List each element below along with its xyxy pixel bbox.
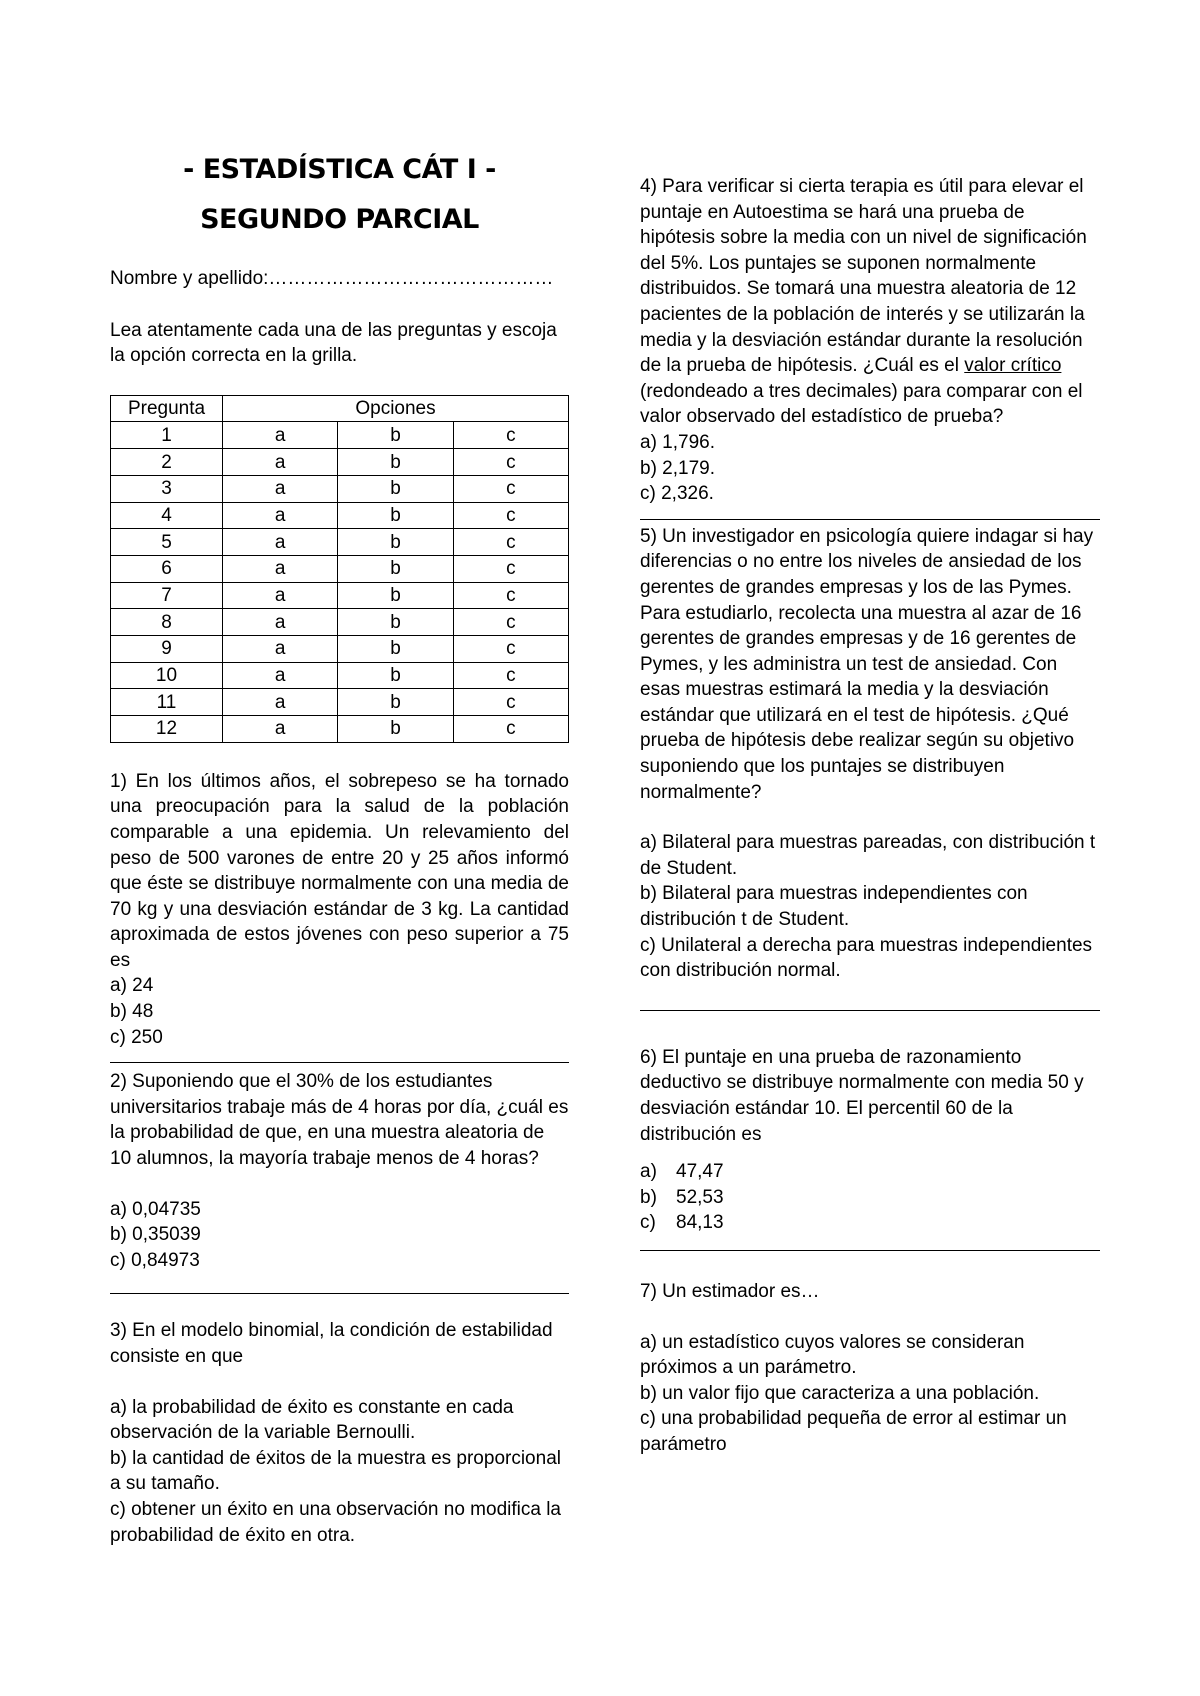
question-7-text: 7) Un estimador es… (640, 1280, 820, 1302)
question-6 (640, 1045, 1100, 1236)
answer-grid-row (111, 529, 569, 556)
grid-option-b[interactable]: b (338, 716, 453, 743)
question-3-text: 3) En el modelo binomial, la condición de estabilidad consiste en que (110, 1320, 553, 1367)
question-1-text: 1) En los últimos años, el sobrepeso se ha tornado una preocupación para la salud de la población comparable a una epidemia. Un relevamiento del peso de 500 varones de entre 20 y 25 años informó que éste se distribuye normalmente con una media de 70 kg y una desviación estándar de 3 kg. La cantidad aproximada de estos jóvenes con peso superior a 75 es (110, 770, 569, 971)
grid-option-c[interactable]: c (453, 716, 568, 743)
answer-grid-row (111, 449, 569, 476)
question-2-option-a: a) 0,04735 (110, 1198, 201, 1220)
question-3-option-c: c) obtener un éxito en una observación no modifica la probabilidad de éxito en otra. (110, 1498, 561, 1546)
grid-option-b[interactable]: b (338, 555, 453, 582)
question-4-underlined: valor crítico (964, 355, 1062, 377)
grid-option-a[interactable]: a (223, 529, 338, 556)
grid-question-number: 6 (111, 555, 223, 582)
option-value: 47,47 (676, 1161, 724, 1183)
grid-option-c[interactable]: c (453, 502, 568, 529)
question-4-option-b: b) 2,179. (640, 457, 715, 479)
question-1-option-c: c) 250 (110, 1026, 163, 1048)
grid-option-c[interactable]: c (453, 635, 568, 662)
grid-option-b[interactable]: b (338, 502, 453, 529)
question-7-option-c: c) una probabilidad pequeña de error al estimar un parámetro (640, 1408, 1067, 1455)
grid-option-c[interactable]: c (453, 582, 568, 609)
grid-option-a[interactable]: a (223, 716, 338, 743)
question-7-option-a: a) un estadístico cuyos valores se consideran próximos a un parámetro. (640, 1331, 1025, 1379)
grid-option-b[interactable]: b (338, 529, 453, 556)
question-2-option-b: b) 0,35039 (110, 1224, 201, 1246)
question-2-option-c: c) 0,84973 (110, 1249, 200, 1271)
grid-option-c[interactable]: c (453, 609, 568, 636)
option-key: a) (640, 1161, 657, 1183)
answer-grid-row (111, 582, 569, 609)
question-5 (640, 524, 1100, 984)
option-key: c) (640, 1212, 656, 1234)
name-field-label: Nombre y apellido:……………………………………… (110, 268, 554, 289)
answer-grid-row (111, 502, 569, 529)
divider (110, 1062, 569, 1063)
grid-question-number: 5 (111, 529, 223, 556)
grid-header-question: Pregunta (111, 395, 223, 422)
answer-grid-row (111, 475, 569, 502)
grid-option-c[interactable]: c (453, 449, 568, 476)
question-5-option-a: a) Bilateral para muestras pareadas, con distribución t de Student. (640, 832, 1096, 879)
answer-grid-row (111, 609, 569, 636)
grid-option-b[interactable]: b (338, 475, 453, 502)
grid-option-c[interactable]: c (453, 555, 568, 582)
question-6-option-b (640, 1185, 1100, 1211)
question-1-option-a: a) 24 (110, 975, 154, 997)
grid-option-a[interactable]: a (223, 502, 338, 529)
grid-option-a[interactable]: a (223, 609, 338, 636)
answer-grid-row (111, 716, 569, 743)
grid-option-a[interactable]: a (223, 475, 338, 502)
question-1-option-b: b) 48 (110, 1001, 154, 1023)
answer-grid-row (111, 689, 569, 716)
grid-question-number: 8 (111, 609, 223, 636)
grid-option-b[interactable]: b (338, 449, 453, 476)
question-6-option-c (640, 1210, 1100, 1236)
question-4-option-a: a) 1,796. (640, 431, 715, 453)
grid-option-a[interactable]: a (223, 582, 338, 609)
grid-option-c[interactable]: c (453, 689, 568, 716)
answer-grid-row (111, 555, 569, 582)
grid-option-b[interactable]: b (338, 689, 453, 716)
grid-option-a[interactable]: a (223, 635, 338, 662)
question-4-text (640, 174, 1100, 430)
grid-option-c[interactable]: c (453, 475, 568, 502)
grid-option-b[interactable]: b (338, 582, 453, 609)
question-4-option-c: c) 2,326. (640, 483, 714, 505)
question-4-text-start: 4) Para verificar si cierta terapia es útil para elevar el puntaje en Autoestima se hará una prueba de hipótesis sobre la media con un nivel de significación del 5%. Los puntajes se suponen normalmente distribuidos. Se tomará una muestra aleatoria de 12 pacientes de la población de interés y se utilizarán la media y la desviación estándar durante la resolución de la prueba de hipótesis. ¿Cuál es el (640, 176, 1087, 377)
right-column (640, 174, 1100, 1458)
divider (640, 1010, 1100, 1011)
question-7-option-b: b) un valor fijo que caracteriza a una población. (640, 1382, 1040, 1404)
grid-option-a[interactable]: a (223, 662, 338, 689)
option-key: b) (640, 1186, 657, 1208)
divider (640, 519, 1100, 520)
grid-question-number: 7 (111, 582, 223, 609)
grid-option-c[interactable]: c (453, 422, 568, 449)
divider (640, 1250, 1100, 1251)
left-column (110, 148, 569, 1548)
answer-grid-row (111, 635, 569, 662)
divider (110, 1293, 569, 1294)
question-3-option-b: b) la cantidad de éxitos de la muestra es proporcional a su tamaño. (110, 1447, 561, 1495)
grid-option-c[interactable]: c (453, 662, 568, 689)
grid-question-number: 9 (111, 635, 223, 662)
question-5-text: 5) Un investigador en psicología quiere indagar si hay diferencias o no entre los niveles de ansiedad de los gerentes de grandes empresas y los de las Pymes. Para estudiarlo, recolecta una muestra al azar de 16 gerentes de grandes empresas y de 16 gerentes de Pymes, y les administra un test de ansiedad. Con esas muestras estimará la media y la desviación estándar que utilizará en el test de hipótesis. ¿Qué prueba de hipótesis debe realizar según su objetivo suponiendo que los puntajes se distribuyen normalmente? (640, 525, 1094, 803)
grid-option-b[interactable]: b (338, 635, 453, 662)
grid-question-number: 1 (111, 422, 223, 449)
answer-grid-row (111, 662, 569, 689)
grid-option-a[interactable]: a (223, 689, 338, 716)
page-subtitle: SEGUNDO PARCIAL (200, 204, 479, 235)
answer-grid (110, 395, 569, 743)
grid-question-number: 12 (111, 716, 223, 743)
page-title: - ESTADÍSTICA CÁT I - (183, 154, 496, 185)
question-2-text: 2) Suponiendo que el 30% de los estudiantes universitarios trabaje más de 4 horas por día, ¿cuál es la probabilidad de que, en una muestra aleatoria de 10 alumnos, la mayoría trabaje menos de 4 horas? (110, 1071, 569, 1170)
answer-grid-row (111, 422, 569, 449)
option-value: 52,53 (676, 1186, 724, 1208)
grid-option-a[interactable]: a (223, 555, 338, 582)
question-4 (640, 174, 1100, 507)
grid-option-b[interactable]: b (338, 662, 453, 689)
question-7 (640, 1279, 1100, 1458)
question-6-option-a (640, 1159, 1100, 1185)
answer-grid-header (111, 395, 569, 422)
grid-option-b[interactable]: b (338, 422, 453, 449)
question-3-option-a: a) la probabilidad de éxito es constante en cada observación de la variable Bernoulli. (110, 1396, 514, 1444)
grid-option-b[interactable]: b (338, 609, 453, 636)
option-value: 84,13 (676, 1212, 724, 1234)
grid-option-a[interactable]: a (223, 449, 338, 476)
question-2 (110, 1069, 569, 1273)
grid-option-c[interactable]: c (453, 529, 568, 556)
question-5-option-b: b) Bilateral para muestras independientes con distribución t de Student. (640, 883, 1028, 931)
question-6-text: 6) El puntaje en una prueba de razonamiento deductivo se distribuye normalmente con media 50 y desviación estándar 10. El percentil 60 de la distribución es (640, 1046, 1084, 1145)
question-3 (110, 1318, 569, 1548)
grid-option-a[interactable]: a (223, 422, 338, 449)
question-4-text-end: (redondeado a tres decimales) para comparar con el valor observado del estadístico de prueba? (640, 380, 1083, 428)
grid-question-number: 3 (111, 475, 223, 502)
grid-question-number: 11 (111, 689, 223, 716)
grid-question-number: 4 (111, 502, 223, 529)
question-5-option-c: c) Unilateral a derecha para muestras independientes con distribución normal. (640, 934, 1093, 982)
question-1 (110, 769, 569, 1051)
grid-header-options: Opciones (223, 395, 569, 422)
grid-question-number: 10 (111, 662, 223, 689)
instructions: Lea atentamente cada una de las preguntas y escoja la opción correcta en la grilla. (110, 319, 557, 367)
grid-question-number: 2 (111, 449, 223, 476)
